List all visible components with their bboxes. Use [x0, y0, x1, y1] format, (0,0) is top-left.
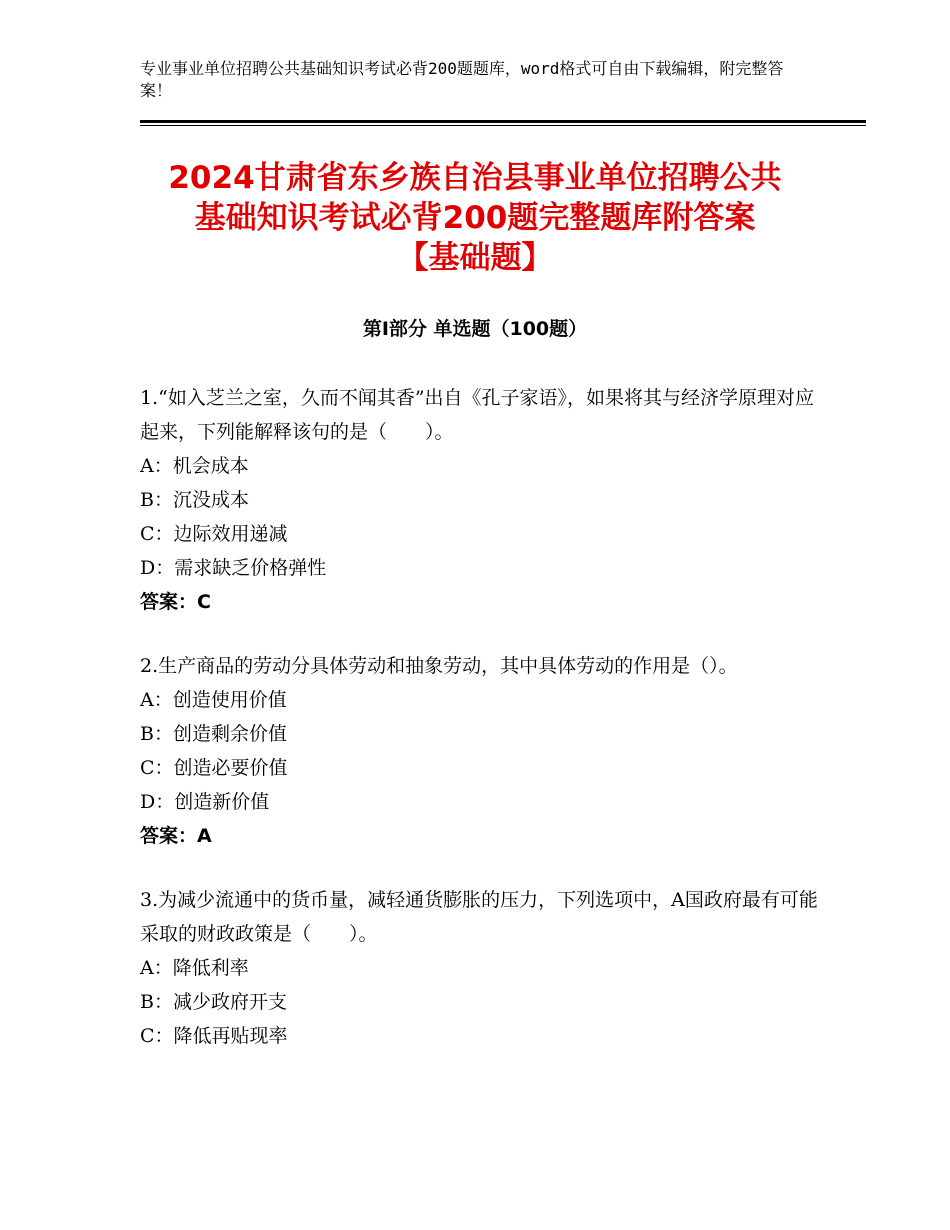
answer: 答案：C	[140, 591, 211, 613]
option-c: C：创造必要价值	[140, 757, 288, 779]
answer: 答案：A	[140, 825, 212, 847]
option-d: D：创造新价值	[140, 791, 270, 813]
header-rule-thin	[140, 125, 866, 126]
option-c: C：降低再贴现率	[140, 1025, 288, 1047]
question-2	[140, 649, 820, 853]
option-a: A：创造使用价值	[140, 689, 287, 711]
title-line-1: 2024甘肃省东乡族自治县事业单位招聘公共	[168, 160, 782, 196]
question-1	[140, 381, 820, 619]
option-a: A：机会成本	[140, 455, 249, 477]
option-d: D：需求缺乏价格弹性	[140, 557, 327, 579]
header-note: 专业事业单位招聘公共基础知识考试必背200题题库，word格式可自由下载编辑，附完整答案！	[140, 59, 784, 100]
option-b: B：创造剩余价值	[140, 723, 287, 745]
question-stem: 1.“如入芝兰之室，久而不闻其香”出自《孔子家语》，如果将其与经济学原理对应起来，下列能解释该句的是（ ）。	[140, 387, 815, 443]
question-stem: 3.为减少流通中的货币量，减轻通货膨胀的压力，下列选项中，A国政府最有可能采取的财政政策是（ ）。	[140, 889, 818, 945]
option-b: B：减少政府开支	[140, 991, 287, 1013]
header-rule-thick	[140, 120, 866, 123]
question-list	[140, 381, 820, 1083]
option-c: C：边际效用递减	[140, 523, 288, 545]
title-line-3: 【基础题】	[397, 240, 553, 276]
section-heading: 第Ⅰ部分 单选题（100题）	[362, 318, 588, 340]
document-title	[60, 158, 890, 278]
option-a: A：降低利率	[140, 957, 249, 979]
question-3	[140, 883, 820, 1053]
question-stem: 2.生产商品的劳动分具体劳动和抽象劳动，其中具体劳动的作用是（）。	[140, 655, 738, 677]
title-line-2: 基础知识考试必背200题完整题库附答案	[194, 200, 756, 236]
option-b: B：沉没成本	[140, 489, 249, 511]
